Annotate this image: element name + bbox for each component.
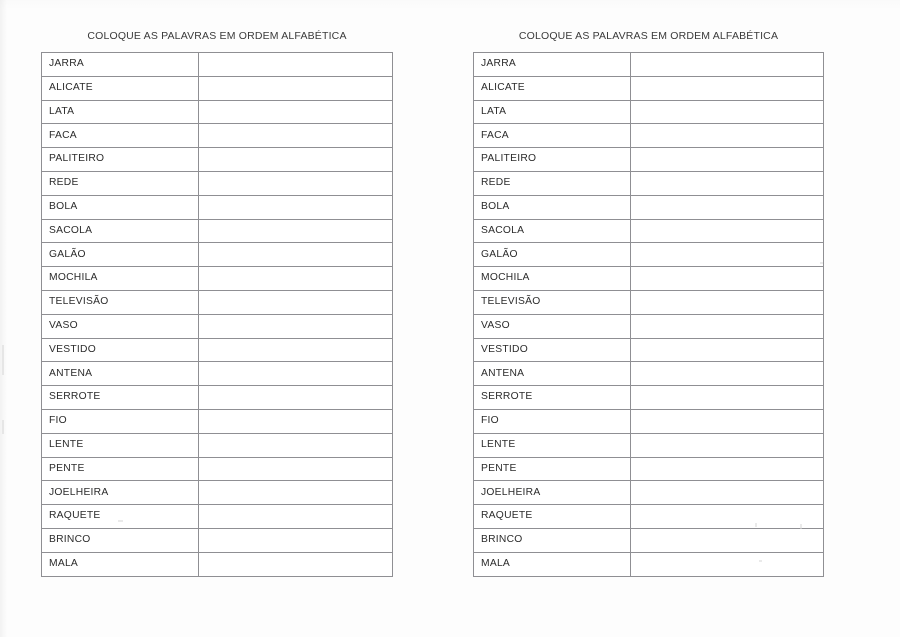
table-row	[474, 171, 824, 195]
word-cell: JARRA	[42, 53, 199, 77]
word-cell: RAQUETE	[474, 505, 631, 529]
word-cell: MOCHILA	[42, 267, 199, 291]
answer-blank-cell[interactable]	[199, 433, 393, 457]
word-cell: MALA	[474, 552, 631, 576]
answer-blank-cell[interactable]	[199, 53, 393, 77]
word-cell: BRINCO	[42, 528, 199, 552]
answer-blank-cell[interactable]	[199, 481, 393, 505]
word-cell: JOELHEIRA	[474, 481, 631, 505]
answer-blank-cell[interactable]	[631, 148, 824, 172]
answer-blank-cell[interactable]	[199, 409, 393, 433]
table-row	[42, 314, 393, 338]
word-order-table-right	[473, 52, 824, 577]
table-row	[42, 290, 393, 314]
scan-artifact	[2, 345, 4, 375]
word-cell: REDE	[474, 171, 631, 195]
table-row	[42, 219, 393, 243]
table-row	[474, 552, 824, 576]
worksheet-right-title: COLOQUE AS PALAVRAS EM ORDEM ALFABÉTICA	[518, 30, 779, 42]
scan-artifact	[2, 420, 4, 434]
table-row	[42, 124, 393, 148]
word-cell: LATA	[42, 100, 199, 124]
table-row	[42, 505, 393, 529]
table-row	[42, 338, 393, 362]
table-row	[474, 195, 824, 219]
word-cell: BRINCO	[474, 528, 631, 552]
word-cell: JARRA	[474, 53, 631, 77]
table-row	[42, 481, 393, 505]
word-cell: VESTIDO	[42, 338, 199, 362]
answer-blank-cell[interactable]	[631, 171, 824, 195]
table-row	[42, 528, 393, 552]
table-row	[474, 267, 824, 291]
table-row	[474, 481, 824, 505]
answer-blank-cell[interactable]	[631, 481, 824, 505]
word-cell: REDE	[42, 171, 199, 195]
table-row	[474, 386, 824, 410]
answer-blank-cell[interactable]	[199, 243, 393, 267]
answer-blank-cell[interactable]	[199, 219, 393, 243]
answer-blank-cell[interactable]	[631, 386, 824, 410]
answer-blank-cell[interactable]	[199, 314, 393, 338]
word-cell: VASO	[474, 314, 631, 338]
answer-blank-cell[interactable]	[631, 409, 824, 433]
answer-blank-cell[interactable]	[199, 528, 393, 552]
word-cell: SERROTE	[474, 386, 631, 410]
worksheet-left	[41, 30, 393, 577]
table-row	[42, 171, 393, 195]
answer-blank-cell[interactable]	[631, 243, 824, 267]
answer-blank-cell[interactable]	[631, 53, 824, 77]
word-cell: TELEVISÃO	[474, 290, 631, 314]
table-body-right	[474, 53, 824, 577]
answer-blank-cell[interactable]	[199, 505, 393, 529]
answer-blank-cell[interactable]	[631, 505, 824, 529]
table-row	[42, 433, 393, 457]
table-row	[474, 409, 824, 433]
word-cell: FACA	[42, 124, 199, 148]
word-cell: ANTENA	[42, 362, 199, 386]
answer-blank-cell[interactable]	[199, 552, 393, 576]
table-row	[474, 457, 824, 481]
table-row	[42, 457, 393, 481]
word-cell: FIO	[42, 409, 199, 433]
table-row	[474, 219, 824, 243]
word-cell: ANTENA	[474, 362, 631, 386]
word-cell: BOLA	[474, 195, 631, 219]
answer-blank-cell[interactable]	[631, 267, 824, 291]
answer-blank-cell[interactable]	[199, 386, 393, 410]
table-row	[42, 148, 393, 172]
answer-blank-cell[interactable]	[631, 528, 824, 552]
table-row	[474, 362, 824, 386]
table-row	[474, 433, 824, 457]
answer-blank-cell[interactable]	[631, 362, 824, 386]
table-row	[474, 148, 824, 172]
answer-blank-cell[interactable]	[631, 314, 824, 338]
word-cell: ALICATE	[474, 76, 631, 100]
table-row	[474, 505, 824, 529]
table-row	[474, 124, 824, 148]
word-cell: LENTE	[42, 433, 199, 457]
answer-blank-cell[interactable]	[631, 433, 824, 457]
table-row	[474, 100, 824, 124]
table-row	[474, 243, 824, 267]
answer-blank-cell[interactable]	[631, 338, 824, 362]
word-cell: LENTE	[474, 433, 631, 457]
table-row	[42, 552, 393, 576]
word-cell: RAQUETE	[42, 505, 199, 529]
table-row	[474, 528, 824, 552]
table-row	[474, 290, 824, 314]
answer-blank-cell[interactable]	[199, 338, 393, 362]
answer-blank-cell[interactable]	[631, 100, 824, 124]
word-cell: MALA	[42, 552, 199, 576]
answer-blank-cell[interactable]	[631, 457, 824, 481]
answer-blank-cell[interactable]	[631, 290, 824, 314]
table-row	[42, 362, 393, 386]
answer-blank-cell[interactable]	[199, 290, 393, 314]
word-cell: PALITEIRO	[474, 148, 631, 172]
word-cell: FIO	[474, 409, 631, 433]
word-cell: GALÃO	[42, 243, 199, 267]
table-body-left	[42, 53, 393, 577]
word-order-table-left	[41, 52, 393, 577]
answer-blank-cell[interactable]	[631, 76, 824, 100]
table-row	[42, 100, 393, 124]
word-cell: BOLA	[42, 195, 199, 219]
worksheet-left-title: COLOQUE AS PALAVRAS EM ORDEM ALFABÉTICA	[87, 30, 347, 42]
word-cell: SACOLA	[42, 219, 199, 243]
answer-blank-cell[interactable]	[631, 552, 824, 576]
answer-blank-cell[interactable]	[199, 457, 393, 481]
word-cell: GALÃO	[474, 243, 631, 267]
worksheet-right	[473, 30, 824, 577]
answer-blank-cell[interactable]	[199, 195, 393, 219]
word-cell: VASO	[42, 314, 199, 338]
table-row	[474, 76, 824, 100]
word-cell: PALITEIRO	[42, 148, 199, 172]
table-row	[42, 267, 393, 291]
table-row	[42, 195, 393, 219]
word-cell: MOCHILA	[474, 267, 631, 291]
word-cell: ALICATE	[42, 76, 199, 100]
word-cell: PENTE	[474, 457, 631, 481]
table-row	[474, 338, 824, 362]
answer-blank-cell[interactable]	[631, 219, 824, 243]
word-cell: FACA	[474, 124, 631, 148]
table-row	[42, 53, 393, 77]
word-cell: JOELHEIRA	[42, 481, 199, 505]
word-cell: SERROTE	[42, 386, 199, 410]
answer-blank-cell[interactable]	[199, 171, 393, 195]
answer-blank-cell[interactable]	[199, 148, 393, 172]
answer-blank-cell[interactable]	[199, 267, 393, 291]
word-cell: SACOLA	[474, 219, 631, 243]
table-row	[42, 76, 393, 100]
answer-blank-cell[interactable]	[199, 76, 393, 100]
word-cell: PENTE	[42, 457, 199, 481]
word-cell: LATA	[474, 100, 631, 124]
table-row	[474, 314, 824, 338]
table-row	[42, 243, 393, 267]
table-row	[42, 386, 393, 410]
table-row	[42, 409, 393, 433]
word-cell: VESTIDO	[474, 338, 631, 362]
answer-blank-cell[interactable]	[199, 100, 393, 124]
answer-blank-cell[interactable]	[631, 195, 824, 219]
table-row	[474, 53, 824, 77]
answer-blank-cell[interactable]	[631, 124, 824, 148]
answer-blank-cell[interactable]	[199, 124, 393, 148]
word-cell: TELEVISÃO	[42, 290, 199, 314]
answer-blank-cell[interactable]	[199, 362, 393, 386]
